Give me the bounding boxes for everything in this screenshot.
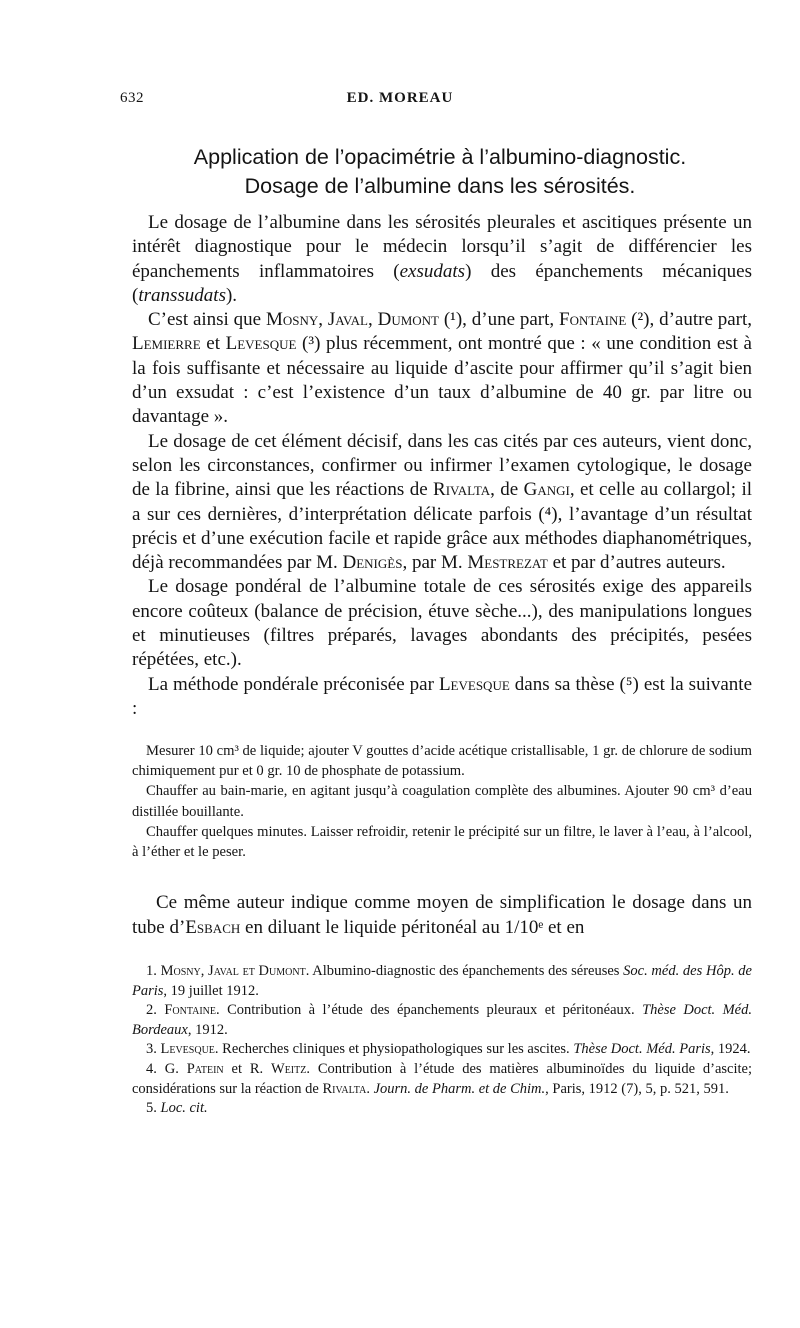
article-title xyxy=(130,143,750,201)
procedure-step-2: Chauffer au bain-marie, en agitant jusqu’à coagulation complète des albumines. Ajouter 90 cm³ d’eau distillée bouillante. xyxy=(132,783,752,820)
text-run: . Albumino-diagnostic des épanchements des séreuses xyxy=(305,963,624,979)
italic-term: exsudats xyxy=(399,260,466,282)
paragraph-1 xyxy=(132,211,752,308)
footnote-3 xyxy=(132,1040,752,1060)
citation-source: Thèse Doct. Méd. Paris xyxy=(573,1041,711,1058)
author-name: Javal xyxy=(327,309,368,331)
title-line-2: Dosage de l’albumine dans les sérosités. xyxy=(244,174,636,198)
paragraph-3 xyxy=(132,430,752,576)
author-name: Rivalta xyxy=(433,479,491,501)
text-run: Le dosage de l’albumine dans les sérosités pleurales et ascitiques présente un intérêt diagnostique pour le médecin lorsqu’il s’agit de différencier les épanchements inflammatoires ( xyxy=(132,212,752,282)
text-run: C’est ainsi que xyxy=(148,309,266,331)
author-name: Rivalta xyxy=(322,1080,367,1097)
citation-source: Thèse Doct. Méd. Bordeaux xyxy=(132,1002,752,1038)
page-header xyxy=(0,90,800,112)
author-name: Levesque xyxy=(160,1041,215,1058)
author-name: Fontaine xyxy=(164,1002,217,1019)
author-name: Fontaine xyxy=(559,309,627,331)
author-name: Dumont xyxy=(377,309,439,331)
footnote-number: 3. xyxy=(146,1041,161,1058)
footnote-5 xyxy=(132,1099,752,1119)
text-run: et R. xyxy=(223,1060,272,1077)
author-name: Weitz xyxy=(271,1060,307,1077)
text-run: , et celle au collargol; il a sur ces dernières, d’interprétation délicate parfois (⁴), l’avantage d’un résultat précis et d’une exécution facile et rapide grâce aux méthodes diaphanométriques, déjà recommandées par M. xyxy=(132,479,752,574)
footnote-4 xyxy=(132,1060,752,1099)
author-name: Levesque xyxy=(225,333,297,355)
author-name: Patein xyxy=(186,1060,224,1077)
text-run: , 1924. xyxy=(710,1041,751,1058)
text-run: Ce même auteur indique comme moyen de simplification le dosage dans un tube d’ xyxy=(132,892,752,938)
procedure-block xyxy=(132,741,752,862)
author-name: Gangi xyxy=(523,479,570,501)
author-name: Mestrezat xyxy=(467,552,548,574)
text-run: en diluant le liquide péritonéal au 1/10ᵉ et en xyxy=(240,916,585,938)
text-run: , par M. xyxy=(402,552,468,574)
author-name: Mosny xyxy=(265,309,319,331)
author-name: Mosny, Javal et Dumont xyxy=(160,963,306,979)
paragraph-5 xyxy=(132,673,752,722)
text-run: , xyxy=(318,309,328,331)
procedure-step-3: Chauffer quelques minutes. Laisser refroidir, retenir le précipité sur un filtre, le laver à l’eau, à l’alcool, à l’éther et le peser. xyxy=(132,823,752,861)
footnote-number: 1. xyxy=(146,963,161,979)
text-run: . Recherches cliniques et physiopathologiques sur les ascites. xyxy=(214,1041,574,1058)
italic-term: transsudats xyxy=(138,284,226,306)
footnote-number: 2. xyxy=(146,1002,165,1019)
citation-source: Soc. méd. des Hôp. de Paris xyxy=(132,963,752,999)
citation-source: Journ. de Pharm. et de Chim. xyxy=(373,1080,546,1097)
text-run: . Contribution à l’étude des matières albuminoïdes du liquide d’ascite; considérations sur la réaction de xyxy=(132,1060,753,1097)
page-number: 632 xyxy=(120,90,144,106)
procedure-step-1: Mesurer 10 cm³ de liquide; ajouter V gouttes d’acide acétique cristallisable, 1 gr. de chlorure de sodium chimiquement pur et 0 gr. 10 de phosphate de potassium. xyxy=(132,743,752,780)
text-run: , Paris, 1912 (7), 5, p. 521, 591. xyxy=(545,1080,729,1097)
text-run: Le dosage de cet élément décisif, dans les cas cités par ces auteurs, vient donc, selon les circonstances, confirmer ou infirmer l’examen cytologique, le dosage de la fibrine, ainsi que les réactions de xyxy=(132,430,752,501)
text-run: , xyxy=(368,309,378,331)
text-run: . Contribution à l’étude des épanchements pleuraux et péritonéaux. xyxy=(216,1002,643,1019)
footnote-number: 4. G. xyxy=(146,1060,187,1077)
footnotes xyxy=(132,962,752,1119)
author-name: Lemierre xyxy=(132,333,201,355)
text-run: , 1912. xyxy=(187,1021,228,1038)
footnote-number: 5. xyxy=(146,1100,161,1117)
text-run: ). xyxy=(225,284,238,306)
citation-source: Loc. cit. xyxy=(160,1100,208,1117)
footnote-2 xyxy=(132,1001,752,1040)
text-run: , de xyxy=(490,479,524,501)
text-run: et xyxy=(200,333,226,355)
text-run: dans sa thèse (⁵) est la suivante : xyxy=(132,673,752,719)
footnote-1 xyxy=(132,962,752,1001)
text-run: et par d’autres auteurs. xyxy=(547,552,726,574)
text-run: , 19 juillet 1912. xyxy=(163,982,259,999)
text-run: (¹), d’une part, xyxy=(438,309,559,331)
text-run: . xyxy=(366,1080,374,1097)
author-name: Denigès xyxy=(342,552,403,574)
paragraph-6 xyxy=(132,891,752,940)
main-body-text xyxy=(132,211,752,721)
text-run: La méthode pondérale préconisée par xyxy=(148,673,439,695)
text-run: ) des épanchements mécaniques ( xyxy=(132,260,752,306)
text-run: (³) plus récemment, ont montré que : « une condition est à la fois suffisante et nécessaire au liquide d’ascite pour affirmer qu’il s’agit bien d’un exsudat : c’est l’existence d’un taux d’albumine de 40 gr. par litre ou davantage ». xyxy=(132,333,752,428)
text-run: (²), d’autre part, xyxy=(626,309,753,331)
running-head-author: ED. MOREAU xyxy=(346,90,454,106)
paragraph-2 xyxy=(132,308,752,429)
paragraph-4: Le dosage pondéral de l’albumine totale de ces sérosités exige des appareils encore coûteux (balance de précision, étuve sèche...), des manipulations longues et minutieuses (filtres préparés, lavages abondants des précipités, pesées répétées, etc.). xyxy=(132,576,752,671)
continuation-text xyxy=(132,891,752,940)
title-line-1: Application de l’opacimétrie à l’albumino-diagnostic. xyxy=(193,145,687,169)
author-name: Levesque xyxy=(438,673,510,695)
author-name: Esbach xyxy=(185,916,241,938)
